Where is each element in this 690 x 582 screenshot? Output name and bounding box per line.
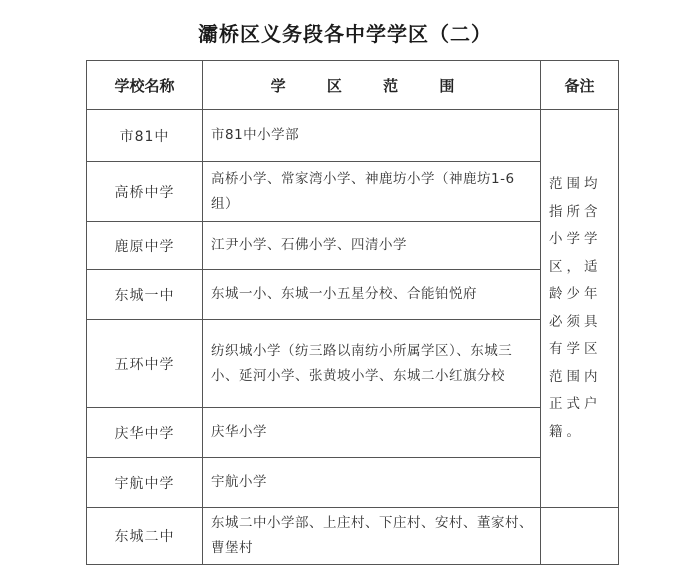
document-title: 灞桥区义务段各中学学区（二） <box>198 22 492 46</box>
header-note: 备注 <box>541 61 619 110</box>
header-district-range: 学 区 范 围 <box>203 61 541 110</box>
school-district-table <box>86 60 619 565</box>
note-cell: 范围均指所含小学学区，适龄少年必须具有学区范围内正式户籍。 <box>541 110 619 508</box>
header-school-name: 学校名称 <box>87 61 203 110</box>
table-row <box>87 508 619 565</box>
school-name-cell: 市81中 <box>87 110 203 162</box>
district-range-cell: 东城一小、东城一小五星分校、合能铂悦府 <box>203 270 541 320</box>
table-row <box>87 408 619 458</box>
district-range-cell: 庆华小学 <box>203 408 541 458</box>
district-range-cell: 市81中小学部 <box>203 110 541 162</box>
district-range-cell: 江尹小学、石佛小学、四清小学 <box>203 222 541 270</box>
school-name-cell: 东城一中 <box>87 270 203 320</box>
table-row <box>87 320 619 408</box>
table-header-row <box>87 61 619 110</box>
district-range-cell: 宇航小学 <box>203 458 541 508</box>
school-name-cell: 宇航中学 <box>87 458 203 508</box>
table-row <box>87 458 619 508</box>
district-range-cell: 高桥小学、常家湾小学、神鹿坊小学（神鹿坊1-6组） <box>203 162 541 222</box>
school-name-cell: 五环中学 <box>87 320 203 408</box>
table-row <box>87 110 619 162</box>
empty-note-cell <box>541 508 619 565</box>
school-name-cell: 庆华中学 <box>87 408 203 458</box>
school-name-cell: 东城二中 <box>87 508 203 565</box>
school-name-cell: 鹿原中学 <box>87 222 203 270</box>
table-row <box>87 222 619 270</box>
district-range-cell: 纺织城小学（纺三路以南纺小所属学区）、东城三小、延河小学、张黄坡小学、东城二小红旗分校 <box>203 320 541 408</box>
school-name-cell: 高桥中学 <box>87 162 203 222</box>
district-range-cell: 东城二中小学部、上庄村、下庄村、安村、董家村、曹堡村 <box>203 508 541 565</box>
table-row <box>87 162 619 222</box>
table-row <box>87 270 619 320</box>
